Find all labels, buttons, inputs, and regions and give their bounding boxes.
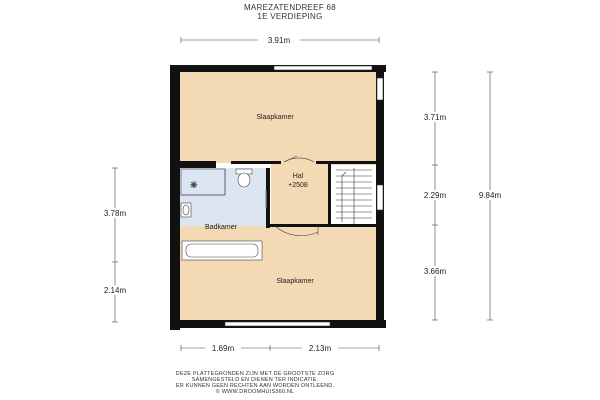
dim-bottom-left: 1.69m: [211, 344, 235, 353]
shower-icon: ✳: [190, 180, 198, 190]
sink-basin: [183, 205, 189, 215]
dim-right-top: 3.71m: [423, 113, 447, 122]
disclaimer-line-2: SAMENGESTELD EN DIENEN TER INDICATIE.: [191, 377, 319, 383]
window-bottom: [225, 322, 330, 326]
wall-left-upper: [170, 65, 180, 181]
label-hal-level: +2508: [288, 182, 308, 189]
label-hal: Hal: [292, 173, 304, 180]
slaapkamer-bottom-area: [180, 226, 376, 320]
disclaimer-line-3: ER KUNNEN GEEN RECHTEN AAN WORDEN ONTLEEND.: [175, 383, 335, 389]
disclaimer-website: © WWW.DROOMHUIS360.NL: [215, 389, 295, 395]
wall-hal-bottom: [266, 224, 376, 227]
dim-top-width: 3.91m: [267, 36, 291, 45]
label-slaapkamer-bottom: Slaapkamer: [276, 278, 314, 285]
wall-stair: [328, 163, 331, 227]
label-badkamer: Badkamer: [205, 224, 237, 231]
disclaimer-line-1: DEZE PLATTEGRONDEN ZIJN MET DE GROOTSTE ZORG: [175, 371, 335, 377]
wall-left-bath: [170, 168, 180, 228]
label-slaapkamer-top: Slaapkamer: [256, 114, 294, 121]
wall-hal-top: [231, 161, 281, 164]
wall-mid-left: [180, 161, 216, 168]
toilet-bowl: [238, 173, 250, 187]
window-top: [274, 66, 372, 70]
wall-left-lower: [170, 226, 180, 330]
window-right-mid: [377, 185, 383, 210]
plan-address: MAREZATENDREEF 68: [243, 3, 337, 12]
plan-floor-label: 1E VERDIEPING: [257, 12, 323, 21]
dim-left-upper: 3.78m: [103, 209, 127, 218]
dim-bottom-right: 2.13m: [308, 344, 332, 353]
shower: [181, 169, 225, 195]
dim-right-bottom: 3.66m: [423, 267, 447, 276]
wall-hal-top-right: [316, 161, 376, 164]
dim-right-total: 9.84m: [478, 191, 502, 200]
window-right: [377, 78, 383, 100]
dim-left-lower: 2.14m: [103, 286, 127, 295]
dim-right-mid: 2.29m: [423, 191, 447, 200]
